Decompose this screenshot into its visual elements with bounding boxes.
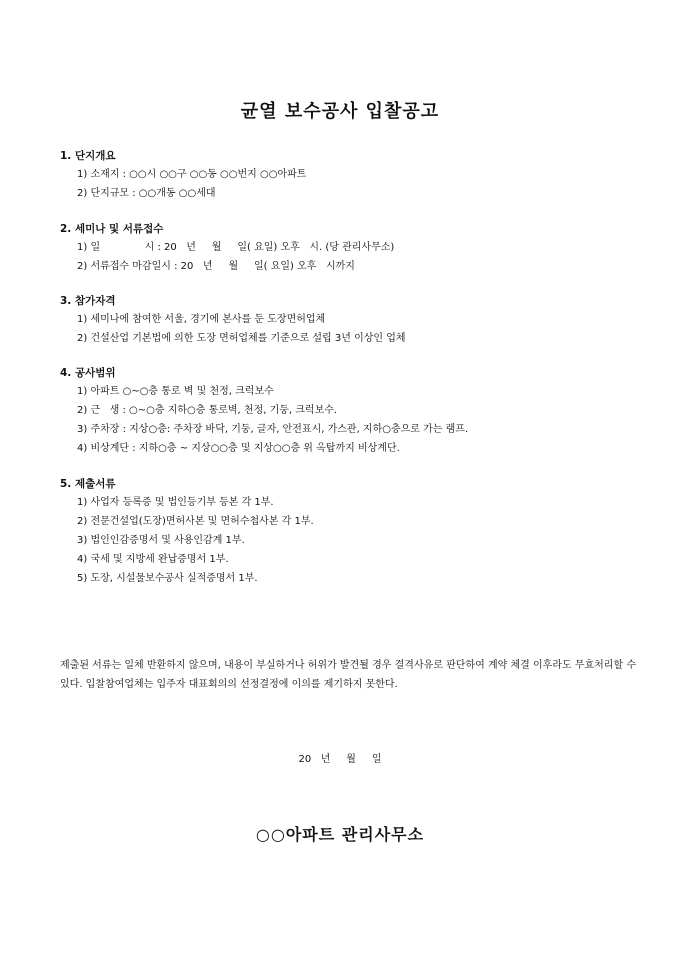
date-line: 20 년 월 일 [298,754,382,765]
list-item: 2) 건설산업 기본법에 의한 도장 면허업체를 기준으로 설립 3년 이상인 업체 [77,333,406,344]
section-heading: 2. 세미나 및 서류접수 [60,223,164,235]
section-heading: 3. 참가자격 [60,295,116,307]
list-item: 4) 국세 및 지방세 완납증명서 1부. [77,554,229,565]
section-site-overview [60,148,640,203]
page-title: 균열 보수공사 입찰공고 [240,101,440,122]
list-item: 1) 세미나에 참여한 서울, 경기에 본사를 둔 도장면허업체 [77,314,326,325]
list-item: 2) 근 생 : ○~○층 지하○층 통로벽, 천정, 기둥, 크럭보수. [77,405,338,416]
list-item: 1) 소재지 : ○○시 ○○구 ○○동 ○○번지 ○○아파트 [77,169,307,180]
section-documents [60,476,640,588]
section-heading: 1. 단지개요 [60,150,116,162]
list-item: 3) 법인인감증명서 및 사용인감계 1부. [77,535,245,546]
list-item: 5) 도장, 시설물보수공사 실적증명서 1부. [77,573,258,584]
notice-paragraph: 제출된 서류는 일체 반환하지 않으며, 내용이 부실하거나 허위가 발견될 경우 결격사유로 판단하여 계약 체결 이후라도 무효처리할 수 있다. 입찰참여업체는 입주자 대표회의의 선정결정에 이의를 제기하지 못한다. [60,660,636,690]
list-item: 4) 비상계단 : 지하○층 ~ 지상○○층 및 지상○○층 위 옥탑까지 비상계단. [77,443,400,454]
list-item: 1) 일 시 : 20 년 월 일( 요일) 오후 시. (당 관리사무소) [77,242,395,253]
list-item: 2) 서류접수 마감일시 : 20 년 월 일( 요일) 오후 시까지 [77,261,355,272]
section-scope [60,365,640,458]
section-seminar [60,221,640,276]
list-item: 1) 아파트 ○~○층 통로 벽 및 천정, 크럭보수 [77,386,274,397]
list-item: 1) 사업자 등록증 및 법인등기부 등본 각 1부. [77,497,274,508]
section-qualification [60,293,640,348]
list-item: 2) 전문건설업(도장)면허사본 및 면허수첩사본 각 1부. [77,516,314,527]
section-heading: 5. 제출서류 [60,478,116,490]
section-heading: 4. 공사범위 [60,367,116,379]
list-item: 3) 주차장 : 지상○층: 주차장 바닥, 기둥, 글자, 안전표시, 가스관, 지하○층으로 가는 램프. [77,424,469,435]
issuer-name: ○○아파트 관리사무소 [255,825,425,844]
list-item: 2) 단지규모 : ○○개동 ○○세대 [77,188,216,199]
